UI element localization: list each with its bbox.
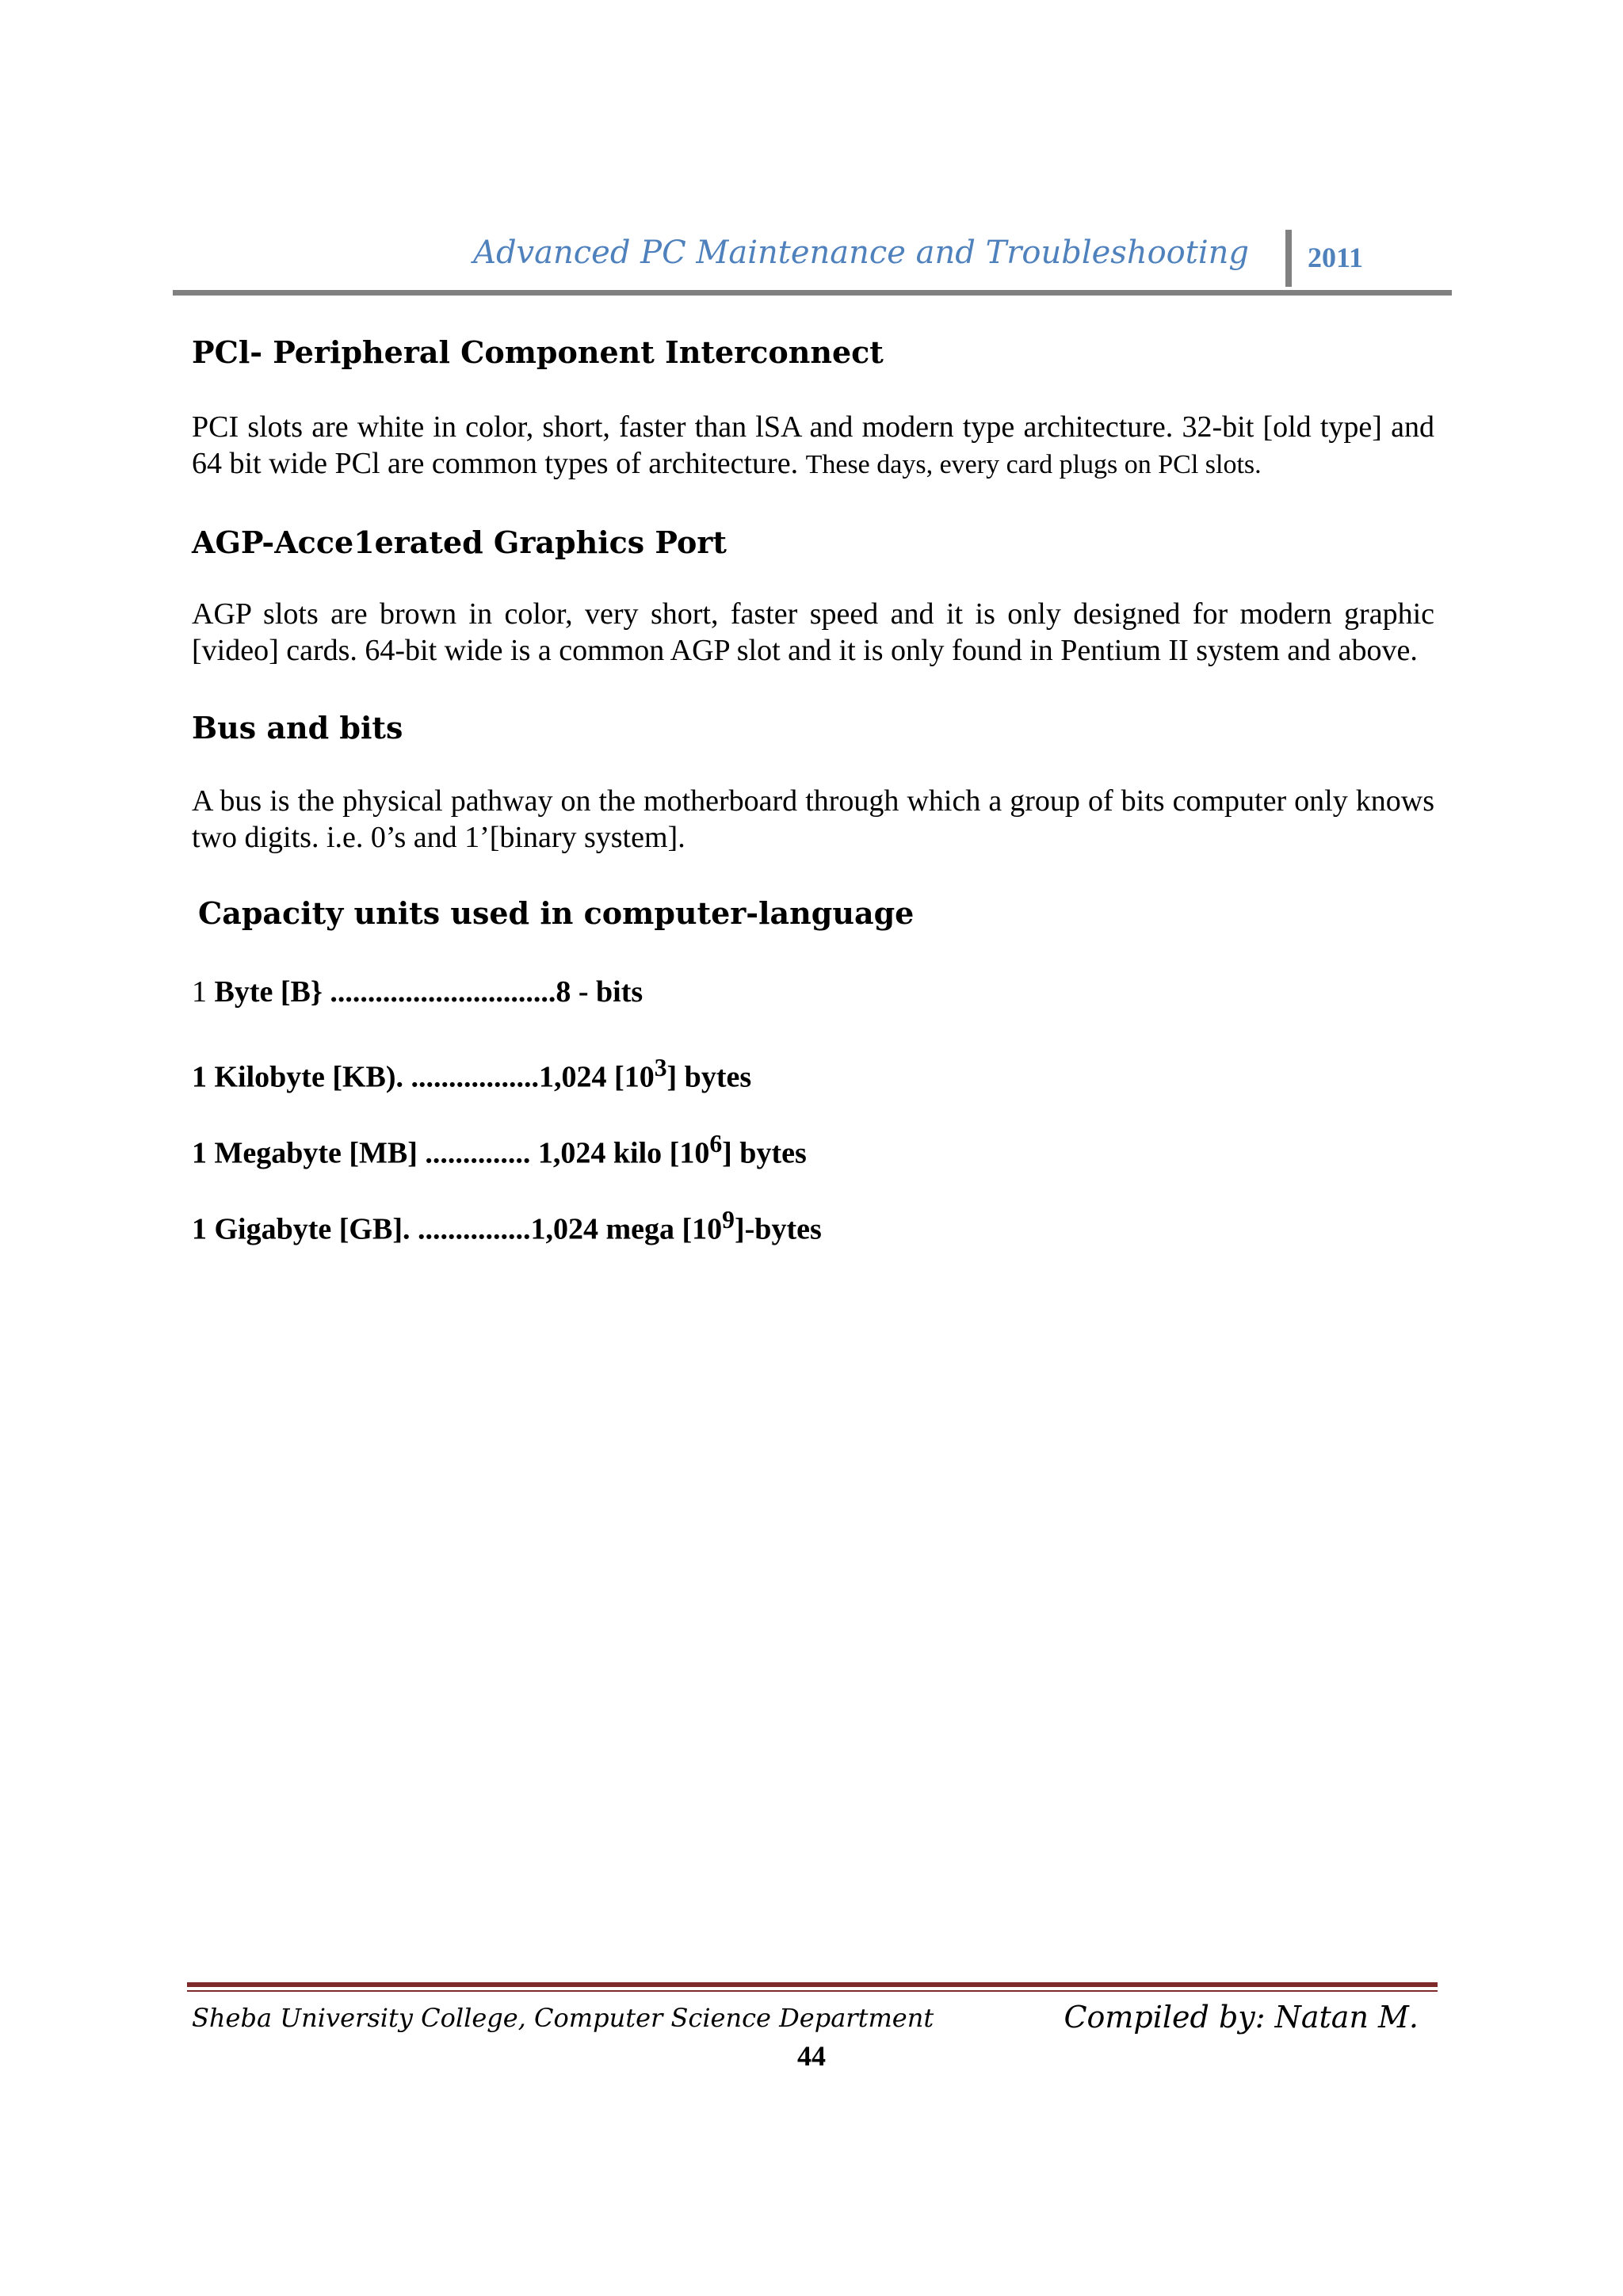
unit-name: Byte [B} [214, 975, 323, 1009]
unit-suffix: ] bytes [666, 1060, 752, 1094]
unit-leader-dots: .............. [425, 1136, 531, 1170]
list-item [192, 1047, 1434, 1094]
footer-rule-thin [187, 1990, 1438, 1992]
unit-value: 1,024 mega [10 [530, 1212, 723, 1246]
unit-name: Megabyte [MB] [214, 1136, 418, 1170]
list-item [192, 1199, 1434, 1246]
unit-value: 1,024 kilo [10 [537, 1136, 710, 1170]
unit-leader-dots: ................. [411, 1060, 540, 1094]
unit-count: 1 [192, 1060, 207, 1094]
list-item [192, 1123, 1434, 1170]
unit-leader-dots: .............................. [330, 975, 556, 1009]
page-header [173, 230, 1452, 295]
pci-body-main: PCI slots are white in color, short, faster than lSA and modern type architecture. 32-bit [old type] and 64 bit wide PCl are common types of architecture. [192, 410, 1434, 480]
unit-suffix: ] bytes [722, 1136, 807, 1170]
unit-count: 1 [192, 1212, 207, 1246]
document-title: Advanced PC Maintenance and Troubleshooting [473, 235, 1249, 271]
section-heading-pci: PCl- Peripheral Component Interconnect [192, 334, 884, 370]
unit-name: Gigabyte [GB]. [214, 1212, 411, 1246]
page-number: 44 [797, 2040, 826, 2072]
unit-name: Kilobyte [KB). [214, 1060, 404, 1094]
unit-leader-dots: ............... [417, 1212, 531, 1246]
section-heading-agp: AGP-Acce1erated Graphics Port [192, 524, 727, 560]
unit-exponent: 9 [722, 1206, 735, 1234]
page-content [192, 331, 1434, 1276]
section-body-pci [192, 409, 1434, 483]
section-heading-bus: Bus and bits [192, 710, 403, 746]
header-rule [173, 290, 1452, 296]
footer-rule-thick [187, 1982, 1438, 1987]
unit-exponent: 6 [709, 1130, 723, 1158]
footer-institution: Sheba University College, Computer Science Department [192, 2003, 934, 2033]
unit-value: 1,024 [10 [539, 1060, 655, 1094]
document-year: 2011 [1308, 242, 1364, 273]
unit-value: 8 - bits [556, 975, 643, 1009]
pci-body-tail: These days, every card plugs on PCl slots. [805, 450, 1262, 479]
list-item [192, 971, 1434, 1013]
section-body-bus: A bus is the physical pathway on the motherboard through which a group of bits computer only knows two digits. i.e. 0’s and 1’[binary system]. [192, 784, 1434, 854]
footer-compiled-by: Compiled by: Natan M. [1064, 2000, 1419, 2035]
unit-count: 1 [192, 975, 207, 1009]
unit-suffix: ]-bytes [735, 1212, 822, 1246]
capacity-units-list [192, 971, 1434, 1246]
section-heading-capacity: Capacity units used in computer-language [198, 895, 915, 931]
section-body-agp: AGP slots are brown in color, very short, faster speed and it is only designed for modern graphic [video] cards. 64-bit wide is a common AGP slot and it is only found in Pentium II system and above. [192, 597, 1434, 667]
unit-exponent: 3 [654, 1054, 667, 1081]
unit-count: 1 [192, 1136, 207, 1170]
header-separator [1285, 230, 1292, 287]
